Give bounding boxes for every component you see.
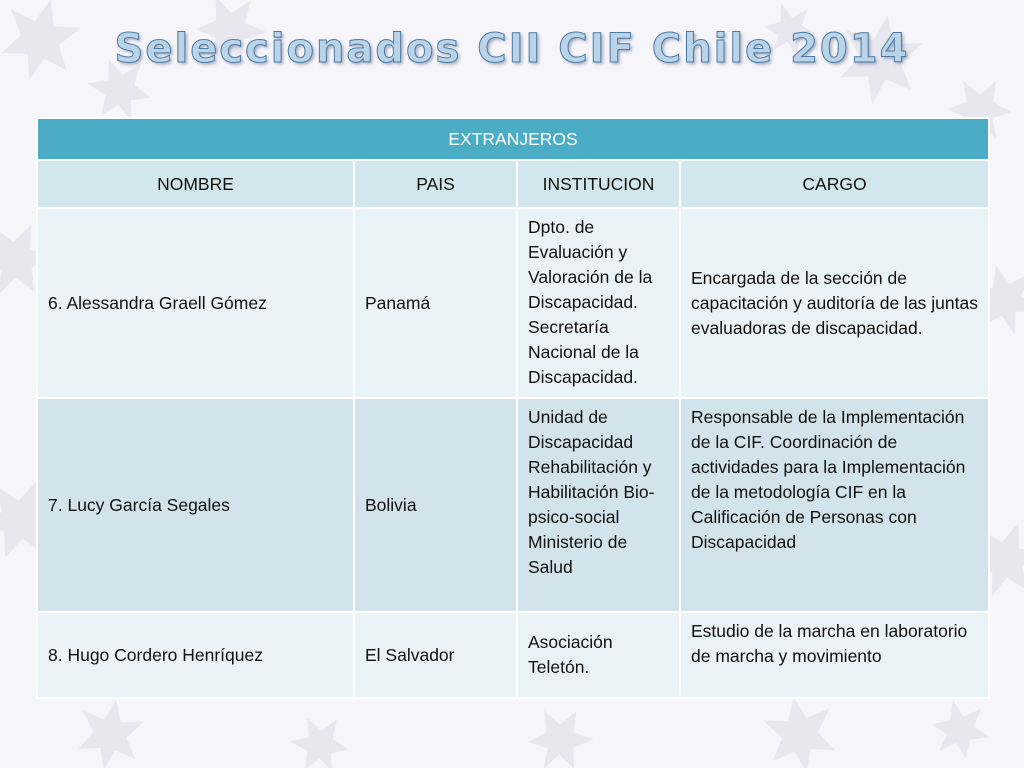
cell-cargo: Encargada de la sección de capacitación y auditoría de las juntas evaluadoras de discapacidad. — [680, 208, 989, 398]
cell-nombre: 6. Alessandra Graell Gómez — [37, 208, 354, 398]
table-row — [37, 398, 989, 612]
table-banner: EXTRANJEROS — [37, 118, 989, 160]
header-cargo: CARGO — [680, 160, 989, 208]
cell-pais: Panamá — [354, 208, 517, 398]
cell-cargo: Responsable de la Implementación de la CIF. Coordinación de actividades para la Implementación de la metodología CIF en la Calificación de Personas con Discapacidad — [680, 398, 989, 612]
selection-table — [36, 117, 990, 699]
table-row — [37, 208, 989, 398]
cell-pais: El Salvador — [354, 612, 517, 698]
table-row — [37, 612, 989, 698]
header-institucion: INSTITUCION — [517, 160, 680, 208]
cell-nombre: 7. Lucy García Segales — [37, 398, 354, 612]
table-header-row — [37, 160, 989, 208]
cell-nombre: 8. Hugo Cordero Henríquez — [37, 612, 354, 698]
cell-institucion: Unidad de Discapacidad Rehabilitación y Habilitación Bio-psico-social Ministerio de Salud — [517, 398, 680, 612]
slide-title: Seleccionados CII CIF Chile 2014 — [114, 26, 910, 72]
cell-institucion: Dpto. de Evaluación y Valoración de la Discapacidad. Secretaría Nacional de la Discapacidad. — [517, 208, 680, 398]
cell-cargo: Estudio de la marcha en laboratorio de marcha y movimiento — [680, 612, 989, 698]
table-banner-row — [37, 118, 989, 160]
cell-institucion: Asociación Teletón. — [517, 612, 680, 698]
header-nombre: NOMBRE — [37, 160, 354, 208]
selection-table-container — [36, 117, 988, 699]
cell-pais: Bolivia — [354, 398, 517, 612]
header-pais: PAIS — [354, 160, 517, 208]
